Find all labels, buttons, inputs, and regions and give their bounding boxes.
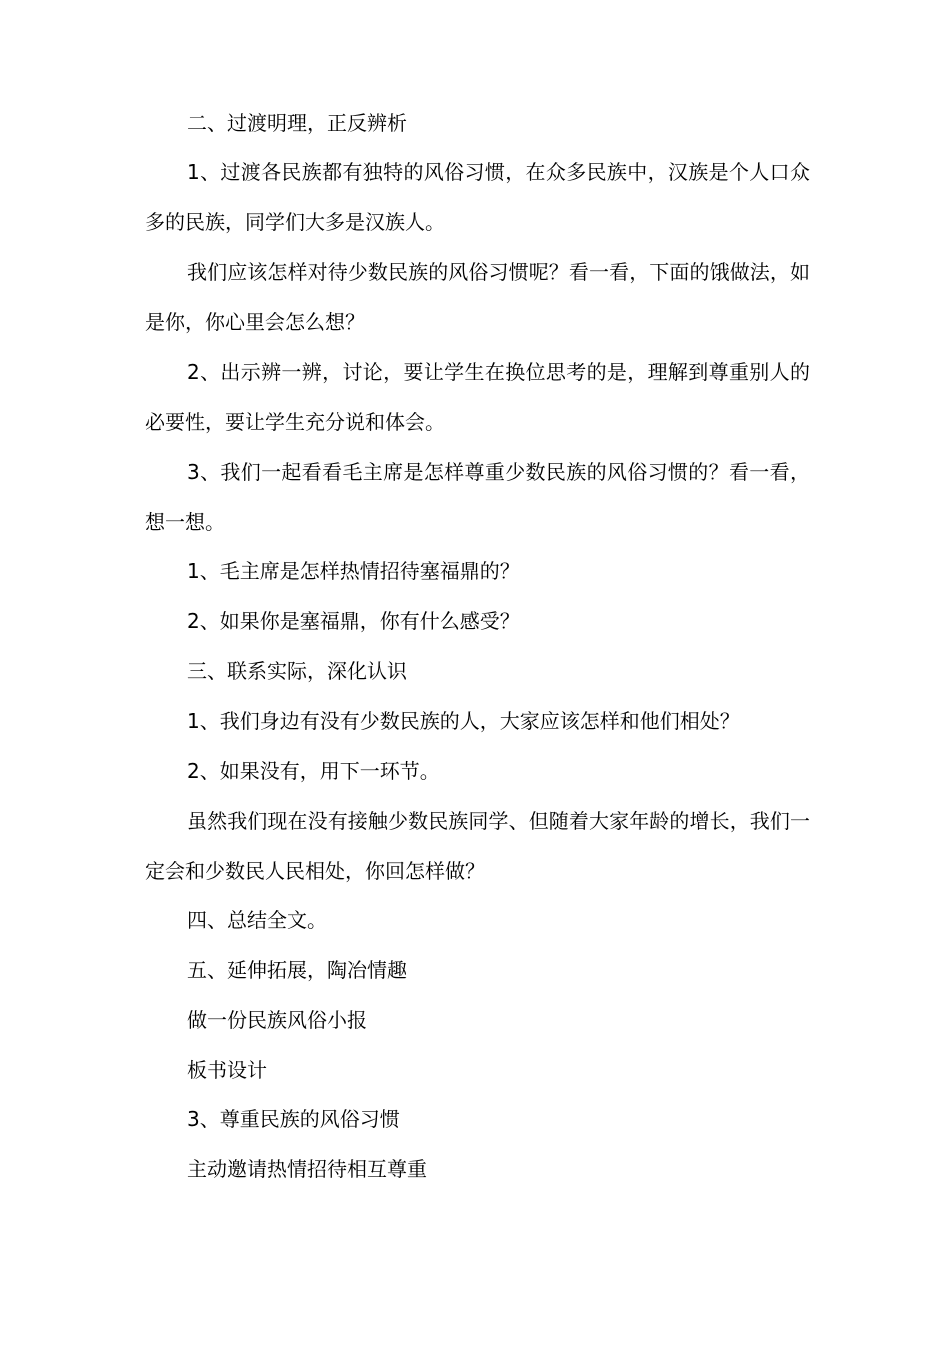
practice-item-1: 1、我们身边有没有少数民族的人，大家应该怎样和他们相处？	[187, 709, 740, 733]
paragraph-discussion: 2、出示辨一辨，讨论，要让学生在换位思考的是，理解到尊重别人的必要性，要让学生充分说和体会。	[145, 360, 810, 434]
section-heading-5: 五、延伸拓展，陶冶情趣	[187, 958, 407, 982]
section-heading-2: 二、过渡明理，正反辨析	[187, 111, 407, 135]
question-1: 1、毛主席是怎样热情招待塞福鼎的？	[187, 559, 520, 583]
board-design-title: 3、尊重民族的风俗习惯	[187, 1107, 400, 1131]
paragraph-future-contact: 虽然我们现在没有接触少数民族同学、但随着大家年龄的增长，我们一定会和少数民人民相处，你回怎样做？	[145, 809, 810, 883]
board-design-heading: 板书设计	[187, 1058, 267, 1082]
section-heading-4: 四、总结全文。	[187, 908, 327, 932]
practice-item-2: 2、如果没有，用下一环节。	[187, 759, 440, 783]
paragraph-question-attitude: 我们应该怎样对待少数民族的风俗习惯呢？看一看，下面的饿做法，如是你，你心里会怎么想？	[145, 260, 810, 334]
paragraph-transition-intro: 1、过渡各民族都有独特的风俗习惯，在众多民族中，汉族是个人口众多的民族，同学们大多是汉族人。	[145, 160, 810, 234]
question-2: 2、如果你是塞福鼎，你有什么感受？	[187, 609, 520, 633]
board-design-keywords: 主动邀请热情招待相互尊重	[187, 1157, 427, 1181]
section-heading-3: 三、联系实际，深化认识	[187, 659, 407, 683]
paragraph-chairman-mao: 3、我们一起看看毛主席是怎样尊重少数民族的风俗习惯的？看一看，想一想。	[145, 460, 810, 534]
activity-newspaper: 做一份民族风俗小报	[187, 1008, 367, 1032]
